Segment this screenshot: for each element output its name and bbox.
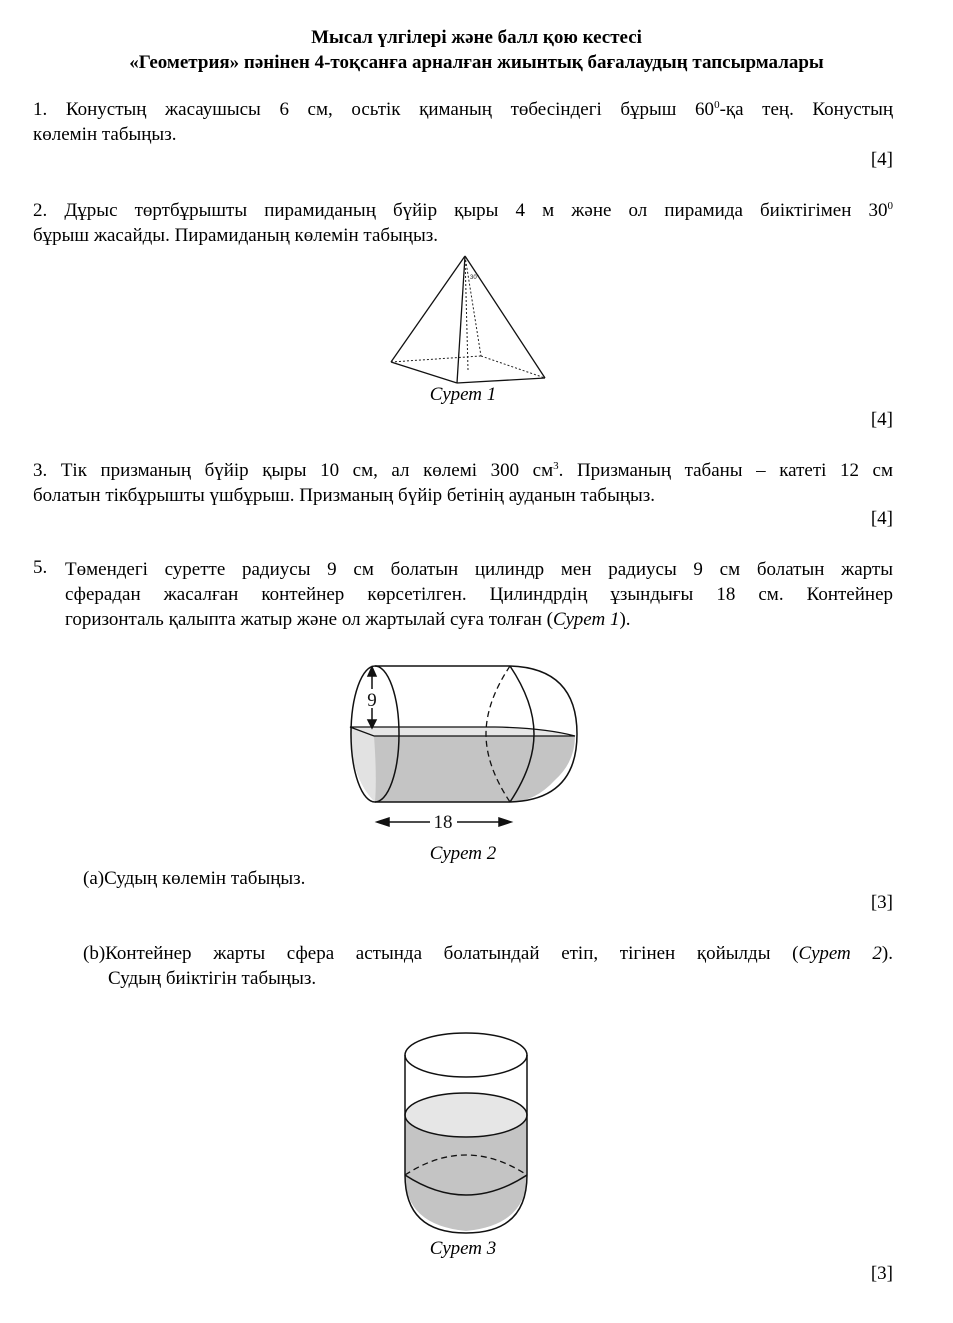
- task-1: [33, 97, 893, 147]
- task-2-line2: бұрыш жасайды. Пирамиданың көлемін табыңыз.: [33, 225, 438, 246]
- task-1-score: [4]: [870, 149, 893, 170]
- task-1-line2: көлемін табыңыз.: [33, 124, 177, 145]
- figure-2-caption: Сурет 2: [429, 843, 497, 864]
- task-5-line1: Төмендегі суретте радиусы 9 см болатын цилиндр мен радиусы 9 см болатын жарты: [65, 559, 893, 580]
- part-b-score: [3]: [870, 1263, 893, 1284]
- radius-label: 9: [367, 690, 377, 711]
- task-2: [33, 198, 893, 248]
- task-2-line1: 2. Дұрыс төртбұрышты пирамиданың бүйір қыры 4 м және ол пирамида биіктігімен $30^0$: [33, 200, 893, 221]
- part-a: [83, 868, 305, 890]
- angle-label: 30°: [470, 275, 480, 281]
- horizontal-container-figure: [345, 662, 585, 832]
- task-5-line2: сферадан жасалған контейнер көрсетілген. Цилиндрдің ұзындығы 18 см. Контейнер: [65, 584, 893, 605]
- document-title-line2: «Геометрия» пәнінен 4-тоқсанға арналған жиынтық бағалаудың тапсырмалары: [129, 52, 824, 73]
- figure-3-caption: Сурет 3: [429, 1238, 497, 1259]
- document-title-line1: Мысал үлгілері және балл қою кестесі: [311, 27, 642, 48]
- part-a-score: [3]: [870, 892, 893, 913]
- part-a-label: (a): [83, 868, 105, 889]
- part-b-line1: (b)Контейнер жарты сфера астында болатындай етіп, тігінен қойылды (Сурет 2).: [83, 943, 893, 964]
- task-1-line1: 1. Конустың жасаушысы 6 см, осьтік қиманың төбесіндегі бұрыш $60^0-қа$ тең. Конустың: [33, 99, 893, 120]
- length-label: 18: [433, 812, 453, 833]
- part-a-text: Судың көлемін табыңыз.: [104, 868, 306, 889]
- part-b: [83, 941, 893, 991]
- task-3-line2: болатын тікбұрышты үшбұрыш. Призманың бүйір бетінің ауданын табыңыз.: [33, 485, 656, 506]
- pyramid-figure: [388, 252, 548, 377]
- task-2-score: [4]: [870, 409, 893, 430]
- vertical-container-figure: [402, 1025, 532, 1230]
- task-3: [33, 458, 893, 508]
- part-b-line2: Судың биіктігін табыңыз.: [108, 968, 317, 989]
- task-5: [65, 557, 893, 632]
- task-3-score: [4]: [870, 508, 893, 529]
- task-5-number: 5.: [33, 557, 48, 578]
- figure-1-caption: Сурет 1: [429, 384, 497, 405]
- task-3-line1: 3. Тік призманың бүйір қыры 10 см, ал көлемі 300 $см^3$. Призманың табаны – катеті 12 см: [33, 460, 894, 481]
- task-5-line3: горизонталь қалыпта жатыр және ол жартылай суға толған (Сурет 1).: [65, 609, 631, 630]
